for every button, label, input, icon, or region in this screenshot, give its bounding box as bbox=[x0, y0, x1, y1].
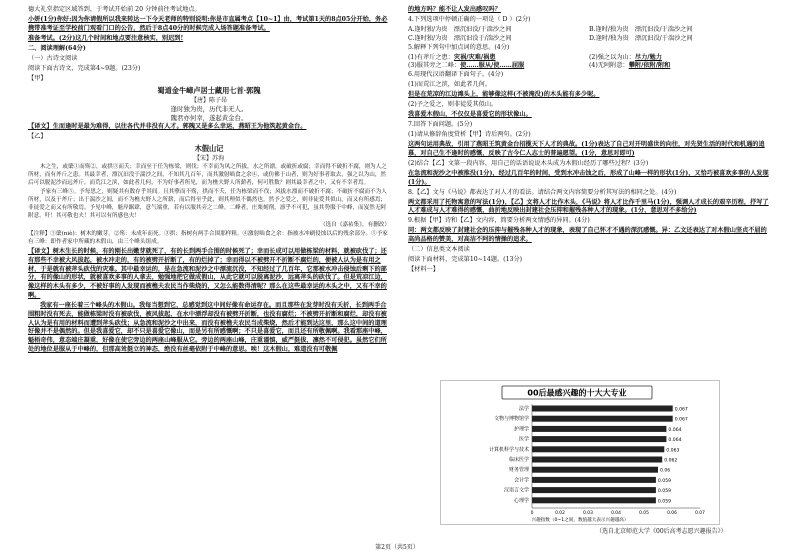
chart-category-label: 心理学 bbox=[513, 497, 529, 504]
poem-line: 隗君亦何幸，遂起黄金台。 bbox=[170, 114, 248, 123]
essay-source: （选自《嘉祐集》，有删改） bbox=[320, 221, 390, 228]
left-column bbox=[28, 6, 390, 356]
q7-answer-2: 在急流和泥沙之中被推没(1分)，经过几百年的时间，受到水冲击蚀之后，形成了山峰一样的形状(1分)，又恰巧被喜欢多事的人发现(1分)。 bbox=[408, 169, 769, 186]
q7-answer-1: 这两句运用典故，引用了燕昭王筑黄金台招揽天下人才的典故。(1分)表达了自己对开明盛世的向往，对先贤生活的时代和机遇的追慕，对自己生不逢时的感慨，反映了古今仁人志士的普遍愿望。(1分，意思对即可) bbox=[408, 141, 765, 157]
subsection-heading: （一）古诗文阅读 bbox=[28, 54, 78, 62]
material-label: 【材料一】 bbox=[408, 266, 439, 274]
essay-paragraph: 木之生，或蘖①而殇②，或拱③而夭；幸而至于任为栋梁，则伐；不幸而为风之所拔，水之所漂，或破折或腐；幸而得不破折不腐，则为人之所材，而有斧斤之患。其最幸者，漂沉汩没于湍沙之间，不知其几百年，而其激射啮食之余④，或仿佛于山者，则为好事者取去，强之以为山，然后可以脱泥沙而远斧斤。而荒江之滨，如此者几何，不为好事者所见，而为樵夫野人所薪者，何可胜数？则其最幸者之中，又有不幸者焉。 bbox=[28, 163, 387, 186]
chart-value-label: 0.06 bbox=[660, 468, 671, 474]
question-4-options bbox=[408, 26, 770, 44]
chart-bar bbox=[532, 426, 666, 432]
chart-value-label: 0.059 bbox=[657, 499, 672, 505]
question-4: 4.下列选项中停顿正确的一项是（ D ）(2分) bbox=[408, 15, 531, 23]
question-9: 9.根据【甲】诗和【乙】文内容，简要分析两文情感的异同。(4分) bbox=[408, 217, 590, 225]
subsection-instruction: 阅读下面古诗文，完成第4~9题。(23分) bbox=[28, 64, 141, 72]
essay-notes: 【注释】①蘖(niè)：树木的嫩芽。②殇：未成年而死。③拱：指树有两手合围那样粗。④激射啮食之余：指被水冲刷侵蚀以后的残余部分。⑤予家有三峰：即作者家中所藏的木假山，由三个峰头组成。 bbox=[28, 231, 388, 245]
chart-value-label: 0.063 bbox=[666, 448, 680, 454]
chart-bar bbox=[532, 436, 666, 442]
chart-tick-label: 0 bbox=[530, 511, 534, 516]
q9-answer: 同：两文都反映了封建社会的压抑与摧残各种人才的现象，表现了自己怀才不遇的深沉感慨。异：乙文还表达了对木假山坚贞不屈的高尚品格的赞美，对高洁不阿的情操的追求。 bbox=[408, 227, 767, 244]
subsection-heading-2: （二）信息类文本阅读 bbox=[408, 246, 470, 254]
chart-tick-label: 0.07 bbox=[695, 511, 705, 516]
chart-bar bbox=[532, 446, 664, 452]
chart-bar bbox=[532, 406, 673, 412]
chart-category-label: 财务管理 bbox=[508, 467, 529, 474]
chart-bar bbox=[532, 457, 662, 463]
yi-translation: 【译文】树木生长的时候，有的刚长出嫩芽就死了，有的长到两手合围的时候死了；幸而长成可以用做栋梁的材料，就被砍伐了；还有那些不幸被大风拔起，被水冲走的，有的被劈开折断了，有的烂掉了；幸而得以不被劈开不折断不腐烂的，便被人认为是有用之材，于是就有被斧头砍伐的灾难。其中最幸运的，是在急流和泥沙之中漂流沉没，不知经过了几百年，它那被水冲击侵蚀后剩下的部分，有的像山的形状，就被喜欢多事的人拿去，勉强地把它做成假山，从此它就可以脱离泥沙，远离斧头的砍伐了。但是荒凉江边，像这样的木头有多少，不被好事的人发现而被樵夫农民当作柴烧的，又怎么能数得清呢？那么在这些最幸运的木头之中，又有不幸的啊。 bbox=[28, 248, 387, 300]
chart-source: （选自北京师范大学《00后高考志愿兴趣报告》） bbox=[596, 528, 727, 535]
notice-paragraph: 小妍(1分)你好:因为你请假所以我来转达一下今天老师的特别说明:你是市直属考点【10~1】由，考试第1天的8点05分开始，务必携带准考证至学校前门观看门口的公告，然后于8点40分的时候完成入场答题准备考试。 bbox=[28, 15, 388, 32]
q5-answer: 使……服从/使……屈服 bbox=[460, 62, 525, 70]
chart-value-label: 0.067 bbox=[674, 417, 688, 423]
chart-value-label: 0.064 bbox=[668, 427, 682, 433]
chart-value-label: 0.059 bbox=[657, 478, 672, 484]
option-c: C.逢时独/为贵 漂沉汩没于/湍沙之间 bbox=[408, 34, 512, 42]
q5-answer: 尽力/勉力 bbox=[634, 53, 662, 61]
q6-sentence-1: (1)而荒江之滨，如此者几何。 bbox=[408, 81, 492, 89]
chart-bar bbox=[532, 487, 656, 493]
chart-value-label: 0.067 bbox=[674, 407, 688, 413]
q5-answer: 攀附/依附/附和 bbox=[628, 62, 671, 70]
chart-bar bbox=[532, 467, 658, 473]
q8-answer: 两文都采用了托物寓意的写法(1分)，【乙】文将人才比作木头，《马说》将人才比作千里马(1分)，强调人才成长的艰辛历程，抒写了人才难成与人才难得的感慨，曲折地反映出封建社会压抑和摧残各种人才的现象。(1分，意思对不多给分) bbox=[408, 198, 769, 215]
subsection-instruction-2: 阅读下面材料，完成第10~14题。(13分) bbox=[408, 256, 523, 264]
continuation-line: 的地方吗？能不让人发出感叹吗？ bbox=[408, 6, 501, 13]
right-column bbox=[408, 6, 770, 276]
chart-tick-label: 0.03 bbox=[583, 511, 593, 516]
q5-item: (3)服其旁之二峰：使……服从/使……屈服 bbox=[408, 62, 525, 70]
chart-category-label: 医学 bbox=[518, 436, 529, 443]
section-heading: 二、阅读理解(64分) bbox=[28, 44, 86, 52]
page-footer: 第2页（共5页） bbox=[375, 544, 419, 551]
chart-category-label: 汉语言文学 bbox=[503, 487, 529, 494]
question-5: 5.解释下列句中加点词的意思。(4分) bbox=[408, 43, 510, 51]
q5-answer: 灾祸/灾难/祸患 bbox=[453, 53, 496, 61]
chart-bar bbox=[532, 416, 673, 422]
chart-tick-label: 0.04 bbox=[611, 511, 621, 516]
chart-category-label: 临床医学 bbox=[508, 457, 529, 463]
q7-sub-2: (2)结合【乙】文第一段内容，用自己的话语说说木头成为木假山经历了哪些过程？(3分) bbox=[408, 159, 649, 167]
q5-item: (4)无阿附意：攀附/依附/附和 bbox=[589, 62, 671, 70]
chart-x-axis-label: 兴趣指数（0~1之间，数值越大表示兴趣越高） bbox=[531, 518, 629, 523]
interest-bar-chart bbox=[440, 380, 720, 525]
essay-paragraph: 予家有三峰⑤。予每思之，则疑其有数存乎其间。且其孽而不殇，拱而不夭，任为栋梁而不伐；风拔水漂而不破折不腐；不破折不腐而不为人所材，以及于斧斤；出于湍沙之间，而不为樵夫野人之所薪，而后得至乎此，则其理似不偶然也。然予之爱之，则非徒爱其似山，而又有所感焉；非徒爱之而又有所敬焉。予见中峰，魁岸踞肆，意气端重，若有以服其旁之二峰。二峰者，庄栗刻削，凛乎不可犯，虽其势服于中峰，而岌然无阿附意。吁！其可敬也夫！其可以有所感也夫！ bbox=[28, 188, 387, 219]
poem-title: 蜀道金牛嶂卢居士藏用七首·郭隗 bbox=[157, 85, 261, 95]
poem-author: 【唐】陈子昂 bbox=[190, 96, 227, 104]
chart-title: 00后最感兴趣的十大大专业 bbox=[527, 388, 627, 398]
q5-item: (1)有斧斤之患：灾祸/灾难/祸患 bbox=[408, 53, 496, 61]
essay-title: 木假山记 bbox=[194, 144, 224, 154]
chart-value-label: 0.062 bbox=[664, 458, 678, 464]
chart-category-label: 会计学 bbox=[513, 477, 529, 484]
essay-author: 【宋】苏洵 bbox=[193, 155, 224, 163]
poem-line: 逢时独为贵，历代非无人。 bbox=[170, 105, 248, 114]
chart-tick-label: 0.06 bbox=[667, 511, 677, 516]
intro-line: 德大礼堂指定区域答到，于考试开始前 20 分钟前往考试地点。 bbox=[28, 6, 201, 13]
notice-paragraph-end: 准备考试。(2分)这几个时间和地点要注意核实，别迟到! bbox=[28, 34, 184, 42]
chart-category-label: 法学 bbox=[518, 406, 529, 412]
jia-translation: 【译文】生而逢时是最为难得，以往各代并非没有人才。郭隗又是多么幸运，燕昭王为他筑起黄金台。 bbox=[28, 123, 307, 131]
chart-value-label: 0.059 bbox=[657, 489, 672, 495]
q6-sentence-2: (2)予之爱之，则非徒爱其似山。 bbox=[408, 101, 498, 109]
q6-answer-2: 我喜爱木假山，不仅仅是喜爱它的形状像山。 bbox=[408, 111, 532, 119]
label-yi: 【乙】 bbox=[28, 133, 47, 141]
yi-translation-2: 我家有一座长着三个峰头的木假山。我每当想到它，总感觉到这中间好像有命运存在。而且那些在发芽时没有夭折，长到两手合围粗时没有死去，能做栋梁时没有被砍伐，被风拔起、在水中漂浮却没有被劈开折断，也没有腐烂；不被劈开折断和腐烂，却没有被人认为是有用的材料而遭到斧头砍伐；从急流和泥沙之中出来，而没有被樵夫农民当成柴烧，然后才能到达这里，那么这中间的道理好像并不是偶然的。但是我喜爱它，却不只是喜爱它像山，而是另有所感慨啊；不只是喜爱它，而且还有所敬佩啊。我看那座中峰，魁梧奇伟，意态端庄凝重，好像在使它旁边的两座山峰服从它。旁边的两座山峰，庄重谨慎，威严挺拔，凛然不可侵犯。虽然它们所处的地位是服从于中峰的，但那高耸挺立的神态，绝没有丝毫依附于中峰的意思。唉！这木假山，难道没有可敬佩 bbox=[28, 302, 387, 354]
option-d: D.逢时/独为贵 漂沉汩没/于湍沙之间 bbox=[589, 34, 693, 42]
chart-value-label: 0.064 bbox=[668, 438, 682, 444]
label-jia: 【甲】 bbox=[28, 74, 47, 82]
option-b: B.逢时/独为贵 漂沉汩没/于湍沙之间 bbox=[589, 25, 693, 33]
chart-bar bbox=[532, 497, 656, 503]
question-7: 7.回答下面问题。(5分) bbox=[408, 121, 473, 129]
question-5-items bbox=[408, 54, 770, 72]
q7-sub-1: (1)请从修辞角度赏析【甲】诗后两句。(2分) bbox=[408, 131, 531, 139]
q5-item: (2)强之以为山：尽力/勉力 bbox=[589, 53, 662, 61]
question-6: 6.用现代汉语翻译下面句子。(4分) bbox=[408, 71, 504, 79]
option-a: A.逢时独/为贵 漂沉汩没/于湍沙之间 bbox=[408, 25, 512, 33]
chart-category-label: 计算机科学与技术 bbox=[488, 446, 529, 453]
chart-bar bbox=[532, 477, 656, 483]
question-8: 8.【乙】文与《马说》都表达了对人才的看法。请结合两文内容简要分析其写法的相同之处。(4分) bbox=[408, 188, 677, 196]
chart-tick-label: 0.05 bbox=[639, 511, 649, 516]
q6-answer-1: 但是在荒凉的江边滩头上，能够像这样(不被淹没)的木头能有多少呢。 bbox=[408, 91, 600, 99]
chart-tick-label: 0.02 bbox=[555, 511, 565, 516]
chart-category-label: 文物与博物馆学 bbox=[493, 416, 529, 423]
chart-category-label: 护理学 bbox=[513, 426, 529, 433]
